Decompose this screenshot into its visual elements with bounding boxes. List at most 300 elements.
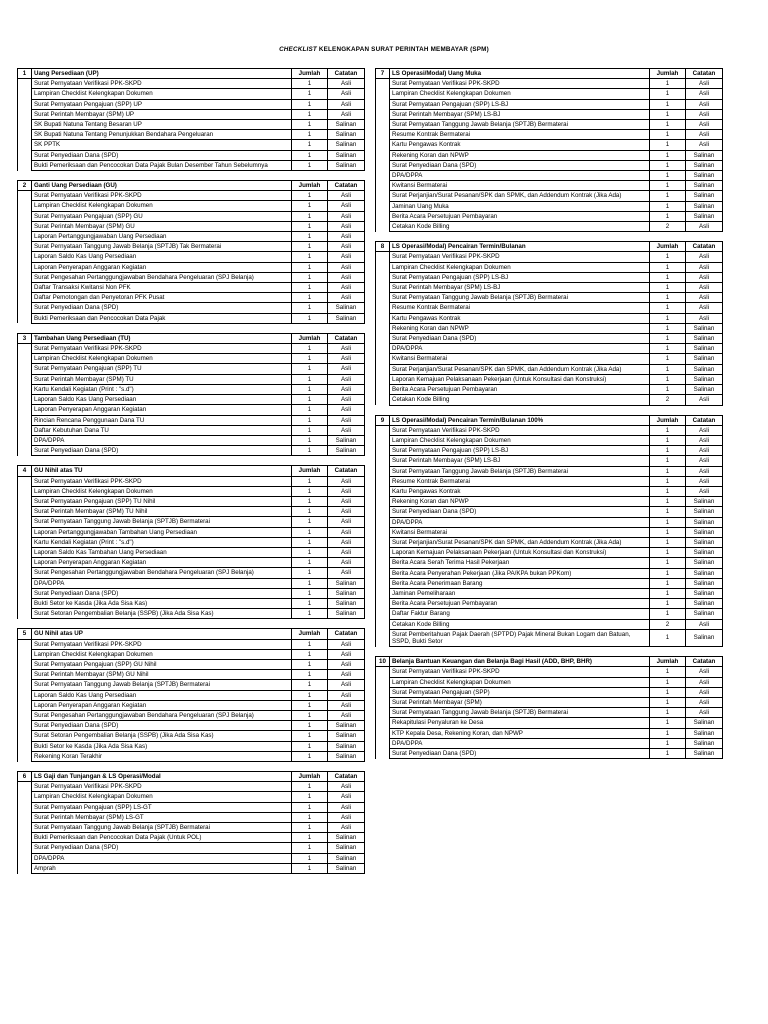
document-item: Surat Setoran Pengembalian Belanja (SSPB) (Jika Ada Sisa Kas) — [32, 609, 292, 619]
document-item: Lampiran Checklist Kelengkapan Dokumen — [32, 89, 292, 99]
catatan-value: Asli — [328, 384, 365, 394]
catatan-header: Catatan — [686, 69, 723, 79]
row-spacer-cell — [376, 527, 390, 537]
document-title — [0, 46, 768, 53]
catatan-value: Salinan — [686, 578, 723, 588]
row-spacer-cell — [18, 283, 32, 293]
jumlah-value: 1 — [292, 517, 328, 527]
catatan-value: Asli — [328, 201, 365, 211]
catatan-value: Asli — [686, 697, 723, 707]
document-item: Surat Pernyataan Pengajuan (SPP) UP — [32, 99, 292, 109]
checklist-row — [376, 211, 723, 221]
catatan-value: Asli — [686, 120, 723, 130]
checklist-row — [18, 272, 365, 282]
row-spacer-cell — [376, 211, 390, 221]
checklist-row — [376, 476, 723, 486]
row-spacer-cell — [18, 537, 32, 547]
section-number: 9 — [376, 415, 390, 425]
checklist-row — [376, 507, 723, 517]
catatan-value: Asli — [328, 405, 365, 415]
row-spacer-cell — [18, 293, 32, 303]
row-spacer-cell — [376, 708, 390, 718]
catatan-header: Catatan — [328, 629, 365, 639]
catatan-value: Salinan — [686, 497, 723, 507]
row-spacer-cell — [18, 130, 32, 140]
jumlah-value: 1 — [292, 303, 328, 313]
checklist-row — [376, 456, 723, 466]
row-spacer-cell — [18, 690, 32, 700]
catatan-value: Salinan — [686, 507, 723, 517]
catatan-value: Asli — [686, 313, 723, 323]
jumlah-value: 1 — [292, 833, 328, 843]
catatan-value: Asli — [328, 99, 365, 109]
checklist-row — [18, 863, 365, 873]
catatan-header: Catatan — [686, 415, 723, 425]
row-spacer-cell — [376, 201, 390, 211]
checklist-row — [376, 486, 723, 496]
checklist-row — [18, 833, 365, 843]
checklist-row — [18, 293, 365, 303]
jumlah-value: 1 — [292, 313, 328, 323]
catatan-value: Salinan — [686, 738, 723, 748]
checklist-row — [18, 741, 365, 751]
checklist-row — [376, 466, 723, 476]
checklist-row — [18, 191, 365, 201]
jumlah-value: 1 — [650, 425, 686, 435]
row-spacer-cell — [18, 89, 32, 99]
catatan-value: Asli — [328, 558, 365, 568]
catatan-value: Asli — [328, 527, 365, 537]
catatan-value: Salinan — [328, 130, 365, 140]
document-item: Laporan Saldo Kas Tambahan Uang Persediaan — [32, 547, 292, 557]
row-spacer-cell — [376, 466, 390, 476]
row-spacer-cell — [18, 568, 32, 578]
section-number: 1 — [18, 69, 32, 79]
document-item: Lampiran Checklist Kelengkapan Dokumen — [32, 649, 292, 659]
catatan-value: Asli — [328, 792, 365, 802]
section-title: LS Operasi/Modal) Pencairan Termin/Bulanan 100% — [390, 415, 650, 425]
catatan-value: Salinan — [686, 181, 723, 191]
checklist-section-table — [375, 656, 723, 759]
catatan-header: Catatan — [328, 181, 365, 191]
jumlah-value: 1 — [292, 751, 328, 761]
left-column — [17, 68, 364, 874]
row-spacer-cell — [18, 272, 32, 282]
checklist-row — [18, 598, 365, 608]
catatan-value: Salinan — [686, 201, 723, 211]
checklist-row — [18, 690, 365, 700]
checklist-row — [18, 507, 365, 517]
jumlah-value: 1 — [650, 527, 686, 537]
document-item: Surat Perintah Membayar (SPM) UP — [32, 109, 292, 119]
catatan-value: Asli — [686, 395, 723, 405]
row-spacer-cell — [18, 303, 32, 313]
document-item: Rekening Koran dan NPWP — [390, 497, 650, 507]
section-header-row — [18, 333, 365, 343]
checklist-row — [376, 527, 723, 537]
jumlah-value: 1 — [650, 537, 686, 547]
checklist-row — [18, 812, 365, 822]
catatan-value: Asli — [328, 496, 365, 506]
row-spacer-cell — [18, 659, 32, 669]
checklist-row — [376, 313, 723, 323]
checklist-row — [18, 262, 365, 272]
catatan-value: Asli — [328, 191, 365, 201]
jumlah-value: 1 — [292, 283, 328, 293]
catatan-value: Salinan — [328, 446, 365, 456]
catatan-value: Salinan — [686, 558, 723, 568]
catatan-value: Asli — [328, 293, 365, 303]
section-number: 4 — [18, 466, 32, 476]
checklist-row — [376, 537, 723, 547]
jumlah-value: 1 — [650, 160, 686, 170]
checklist-row — [18, 588, 365, 598]
catatan-value: Salinan — [686, 527, 723, 537]
row-spacer-cell — [18, 150, 32, 160]
document-item: Laporan Penyerapan Anggaran Kegiatan — [32, 558, 292, 568]
catatan-value: Asli — [328, 109, 365, 119]
row-spacer-cell — [376, 568, 390, 578]
jumlah-value: 1 — [650, 599, 686, 609]
document-item: Surat Penyediaan Dana (SPD) — [32, 588, 292, 598]
checklist-row — [18, 700, 365, 710]
document-item: Surat Pernyataan Verifikasi PPK-SKPD — [32, 782, 292, 792]
checklist-row — [18, 395, 365, 405]
catatan-value: Asli — [328, 374, 365, 384]
document-item: Surat Penyediaan Dana (SPD) — [390, 160, 650, 170]
jumlah-value: 1 — [292, 578, 328, 588]
document-item: Kartu Pengawas Kontrak — [390, 140, 650, 150]
jumlah-value: 1 — [650, 79, 686, 89]
jumlah-value: 1 — [650, 728, 686, 738]
jumlah-value: 1 — [650, 150, 686, 160]
row-spacer-cell — [376, 222, 390, 232]
jumlah-value: 1 — [650, 140, 686, 150]
catatan-value: Asli — [686, 130, 723, 140]
section-number: 5 — [18, 629, 32, 639]
row-spacer-cell — [18, 435, 32, 445]
jumlah-value: 1 — [650, 548, 686, 558]
document-item: Surat Perintah Membayar (SPM) GU — [32, 221, 292, 231]
row-spacer-cell — [18, 221, 32, 231]
checklist-row — [376, 609, 723, 619]
jumlah-value: 1 — [292, 272, 328, 282]
document-item: Cetakan Kode Billing — [390, 395, 650, 405]
checklist-section-table — [17, 771, 365, 874]
jumlah-value: 1 — [292, 598, 328, 608]
row-spacer-cell — [376, 497, 390, 507]
checklist-row — [376, 708, 723, 718]
document-item: Surat Pernyataan Tanggung Jawab Belanja (SPTJB) Bermaterai — [32, 517, 292, 527]
document-item: Bukti Setor ke Kasda (Jika Ada Sisa Kas) — [32, 741, 292, 751]
row-spacer-cell — [18, 547, 32, 557]
document-item: Surat Perintah Membayar (SPM) LS-BJ — [390, 456, 650, 466]
jumlah-value: 1 — [650, 558, 686, 568]
row-spacer-cell — [376, 517, 390, 527]
row-spacer-cell — [376, 385, 390, 395]
jumlah-value: 1 — [650, 130, 686, 140]
document-item: Surat Perjanjian/Surat Pesanan/SPK dan SPMK, dan Addendum Kontrak (Jika Ada) — [390, 191, 650, 201]
jumlah-header: Jumlah — [650, 415, 686, 425]
catatan-value: Asli — [328, 690, 365, 700]
document-item: DPA/DPPA — [390, 171, 650, 181]
jumlah-value: 1 — [292, 140, 328, 150]
jumlah-value: 1 — [650, 578, 686, 588]
row-spacer-cell — [18, 354, 32, 364]
row-spacer-cell — [376, 252, 390, 262]
checklist-row — [376, 181, 723, 191]
checklist-row — [18, 527, 365, 537]
catatan-value: Salinan — [328, 731, 365, 741]
catatan-value: Asli — [328, 649, 365, 659]
checklist-row — [376, 262, 723, 272]
checklist-row — [376, 130, 723, 140]
row-spacer-cell — [376, 425, 390, 435]
row-spacer-cell — [18, 140, 32, 150]
checklist-row — [376, 222, 723, 232]
jumlah-value: 1 — [292, 354, 328, 364]
section-number: 3 — [18, 333, 32, 343]
catatan-value: Asli — [328, 507, 365, 517]
jumlah-value: 1 — [292, 659, 328, 669]
jumlah-value: 1 — [650, 89, 686, 99]
checklist-row — [18, 609, 365, 619]
checklist-row — [376, 425, 723, 435]
checklist-row — [18, 853, 365, 863]
jumlah-value: 1 — [292, 405, 328, 415]
jumlah-value: 1 — [292, 211, 328, 221]
document-item: Berita Acara Serah Terima Hasil Pekerjaan — [390, 558, 650, 568]
row-spacer-cell — [18, 639, 32, 649]
checklist-row — [376, 344, 723, 354]
checklist-row — [18, 140, 365, 150]
section-header-row — [376, 69, 723, 79]
catatan-value: Asli — [328, 537, 365, 547]
document-item: Lampiran Checklist Kelengkapan Dokumen — [390, 89, 650, 99]
row-spacer-cell — [18, 313, 32, 323]
checklist-row — [18, 476, 365, 486]
document-item: Surat Pernyataan Tanggung Jawab Belanja (SPTJB) Bermaterai — [390, 708, 650, 718]
section-title: LS Operasi/Modal) Pencairan Termin/Bulanan — [390, 242, 650, 252]
row-spacer-cell — [376, 323, 390, 333]
row-spacer-cell — [18, 670, 32, 680]
checklist-row — [376, 364, 723, 374]
catatan-value: Asli — [686, 446, 723, 456]
catatan-value: Asli — [686, 677, 723, 687]
row-spacer-cell — [376, 507, 390, 517]
jumlah-value: 1 — [292, 588, 328, 598]
row-spacer-cell — [18, 120, 32, 130]
jumlah-value: 1 — [292, 446, 328, 456]
section-header-row — [18, 772, 365, 782]
checklist-row — [18, 537, 365, 547]
row-spacer-cell — [376, 578, 390, 588]
catatan-value: Salinan — [686, 191, 723, 201]
jumlah-value: 1 — [650, 364, 686, 374]
row-spacer-cell — [376, 738, 390, 748]
section-header-row — [18, 629, 365, 639]
section-title: Ganti Uang Persediaan (GU) — [32, 181, 292, 191]
jumlah-value: 1 — [650, 456, 686, 466]
jumlah-value: 1 — [650, 171, 686, 181]
jumlah-value: 1 — [650, 262, 686, 272]
jumlah-header: Jumlah — [292, 333, 328, 343]
catatan-value: Salinan — [328, 313, 365, 323]
row-spacer-cell — [18, 160, 32, 170]
checklist-row — [18, 578, 365, 588]
checklist-row — [18, 303, 365, 313]
jumlah-value: 1 — [292, 415, 328, 425]
row-spacer-cell — [18, 598, 32, 608]
jumlah-value: 1 — [292, 547, 328, 557]
document-item: Bukti Pemeriksaan dan Pencocokan Data Pajak — [32, 313, 292, 323]
catatan-value: Asli — [328, 700, 365, 710]
catatan-value: Salinan — [328, 435, 365, 445]
jumlah-value: 1 — [292, 731, 328, 741]
catatan-value: Asli — [328, 802, 365, 812]
checklist-row — [376, 599, 723, 609]
catatan-value: Asli — [328, 272, 365, 282]
jumlah-value: 1 — [650, 374, 686, 384]
document-item: Surat Penyediaan Dana (SPD) — [32, 303, 292, 313]
row-spacer-cell — [18, 109, 32, 119]
jumlah-value: 1 — [292, 863, 328, 873]
jumlah-value: 1 — [650, 738, 686, 748]
catatan-value: Salinan — [686, 354, 723, 364]
catatan-value: Asli — [686, 99, 723, 109]
jumlah-value: 1 — [650, 252, 686, 262]
section-number: 2 — [18, 181, 32, 191]
document-item: Daftar Pemotongan dan Penyetoran PFK Pusat — [32, 293, 292, 303]
row-spacer-cell — [376, 181, 390, 191]
checklist-row — [18, 680, 365, 690]
checklist-row — [18, 731, 365, 741]
row-spacer-cell — [18, 609, 32, 619]
checklist-row — [376, 738, 723, 748]
catatan-value: Asli — [328, 354, 365, 364]
jumlah-value: 1 — [650, 334, 686, 344]
document-item: Surat Pernyataan Tanggung Jawab Belanja (SPTJB) Bermaterai — [390, 293, 650, 303]
catatan-value: Salinan — [328, 843, 365, 853]
row-spacer-cell — [376, 609, 390, 619]
section-spacer — [17, 324, 364, 333]
row-spacer-cell — [18, 405, 32, 415]
catatan-value: Salinan — [686, 160, 723, 170]
jumlah-value: 1 — [292, 191, 328, 201]
jumlah-value: 1 — [292, 384, 328, 394]
row-spacer-cell — [376, 677, 390, 687]
jumlah-value: 1 — [292, 843, 328, 853]
checklist-row — [18, 751, 365, 761]
catatan-header: Catatan — [328, 69, 365, 79]
document-item: Surat Pernyataan Tanggung Jawab Belanja (SPTJB) Bermaterai — [390, 120, 650, 130]
catatan-value: Asli — [328, 476, 365, 486]
row-spacer-cell — [18, 517, 32, 527]
catatan-value: Asli — [328, 232, 365, 242]
checklist-section-table — [17, 628, 365, 762]
catatan-value: Salinan — [686, 749, 723, 759]
catatan-value: Asli — [328, 252, 365, 262]
catatan-value: Asli — [686, 476, 723, 486]
checklist-row — [18, 670, 365, 680]
jumlah-value: 1 — [292, 201, 328, 211]
row-spacer-cell — [376, 283, 390, 293]
document-item: Daftar Transaksi Kwitansi Non PFK — [32, 283, 292, 293]
document-item: Surat Perjanjian/Surat Pesanan/SPK dan SPMK, dan Addendum Kontrak (Jika Ada) — [390, 364, 650, 374]
checklist-row — [18, 374, 365, 384]
jumlah-value: 1 — [292, 670, 328, 680]
document-item: Lampiran Checklist Kelengkapan Dokumen — [32, 792, 292, 802]
checklist-row — [18, 364, 365, 374]
catatan-value: Asli — [686, 89, 723, 99]
row-spacer-cell — [18, 843, 32, 853]
jumlah-value: 1 — [650, 313, 686, 323]
jumlah-value: 1 — [292, 425, 328, 435]
jumlah-value: 1 — [650, 568, 686, 578]
section-number: 6 — [18, 772, 32, 782]
row-spacer-cell — [376, 619, 390, 629]
document-item: Laporan Saldo Kas Uang Persediaan — [32, 395, 292, 405]
checklist-row — [18, 496, 365, 506]
document-item: Lampiran Checklist Kelengkapan Dokumen — [390, 435, 650, 445]
catatan-value: Asli — [686, 140, 723, 150]
checklist-row — [18, 558, 365, 568]
checklist-row — [18, 344, 365, 354]
row-spacer-cell — [376, 486, 390, 496]
row-spacer-cell — [376, 99, 390, 109]
jumlah-value: 1 — [292, 527, 328, 537]
row-spacer-cell — [18, 558, 32, 568]
row-spacer-cell — [18, 578, 32, 588]
jumlah-value: 1 — [650, 435, 686, 445]
section-spacer — [17, 762, 364, 771]
jumlah-value: 1 — [292, 649, 328, 659]
checklist-row — [18, 547, 365, 557]
jumlah-value: 1 — [292, 89, 328, 99]
checklist-row — [18, 486, 365, 496]
document-item: Resume Kontrak Bermaterai — [390, 476, 650, 486]
catatan-value: Salinan — [328, 741, 365, 751]
jumlah-value: 1 — [292, 680, 328, 690]
jumlah-value: 1 — [650, 677, 686, 687]
row-spacer-cell — [376, 374, 390, 384]
catatan-value: Asli — [686, 435, 723, 445]
row-spacer-cell — [376, 130, 390, 140]
row-spacer-cell — [376, 79, 390, 89]
document-item: Surat Pernyataan Verifikasi PPK-SKPD — [390, 79, 650, 89]
jumlah-value: 1 — [292, 486, 328, 496]
catatan-value: Asli — [328, 659, 365, 669]
checklist-row — [376, 446, 723, 456]
document-item: Surat Penyediaan Dana (SPD) — [390, 334, 650, 344]
row-spacer-cell — [376, 435, 390, 445]
title-italic: CHECKLIST — [279, 46, 317, 53]
checklist-section-table — [375, 415, 723, 648]
checklist-row — [376, 548, 723, 558]
checklist-row — [376, 191, 723, 201]
document-item: Surat Perintah Membayar (SPM) TU — [32, 374, 292, 384]
document-item: Laporan Kemajuan Pelaksanaan Pekerjaan (Untuk Konsultasi dan Konstruksi) — [390, 548, 650, 558]
document-item: SK PPTK — [32, 140, 292, 150]
checklist-row — [18, 710, 365, 720]
jumlah-value: 1 — [650, 476, 686, 486]
row-spacer-cell — [18, 507, 32, 517]
jumlah-header: Jumlah — [650, 657, 686, 667]
jumlah-value: 1 — [292, 639, 328, 649]
checklist-row — [376, 697, 723, 707]
section-header-row — [376, 415, 723, 425]
jumlah-value: 1 — [292, 853, 328, 863]
